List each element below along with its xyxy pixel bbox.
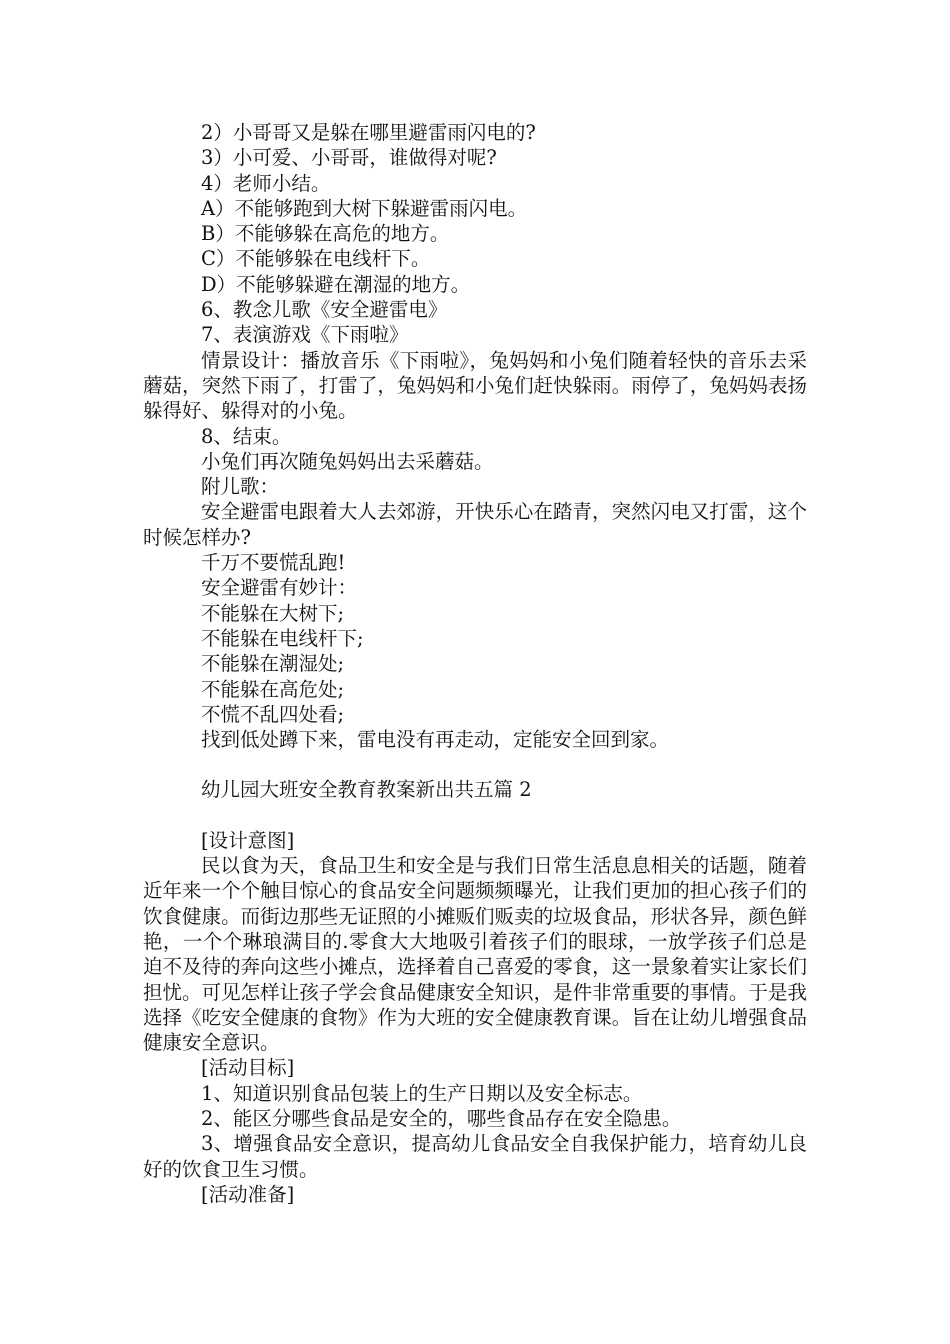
goal-item: 1、知道识别食品包装上的生产日期以及安全标志。: [201, 1081, 643, 1105]
song-line: 不能躲在电线杆下;: [201, 626, 364, 650]
text-line: 7、表演游戏《下雨啦》: [201, 323, 409, 347]
text-line: 2）小哥哥又是躲在哪里避雷雨闪电的?: [201, 121, 536, 144]
text-line: C）不能够躲在电线杆下。: [201, 247, 431, 271]
song-line: 不能躲在大树下;: [201, 601, 345, 625]
song-line: 不能躲在高危处;: [201, 677, 345, 701]
section-food-safety: [143, 828, 807, 1207]
spacer: [143, 803, 807, 828]
paragraph-design-intent: 民以食为天，食品卫生和安全是与我们日常生活息息相关的话题，随着近年来一个个触目惊心的食品安全问题频频曝光，让我们更加的担心孩子们的饮食健康。而街边那些无证照的小摊贩们贩卖的垃圾食品，形状各异，颜色鲜艳，一个个琳琅满目的.零食大大地吸引着孩子们的眼球，一放学孩子们总是迫不及待的奔向这些小摊点，选择着自己喜爱的零食，这一景象着实让家长们担忧。可见怎样让孩子学会食品健康安全知识，是件非常重要的事情。于是我选择《吃安全健康的食物》作为大班的安全健康教育课。旨在让幼儿增强食品健康安全意识。: [143, 854, 807, 1055]
goal-item: 2、能区分哪些食品是安全的，哪些食品存在安全隐患。: [201, 1106, 682, 1130]
song-line: 千万不要慌乱跑!: [201, 551, 346, 575]
song-line: 找到低处蹲下来，雷电没有再走动，定能安全回到家。: [201, 728, 670, 752]
section-heading: 幼儿园大班安全教育教案新出共五篇 2: [201, 778, 532, 802]
text-line: 3）小可爱、小哥哥，谁做得对呢?: [201, 146, 497, 170]
text-line: 8、结束。: [201, 424, 292, 448]
text-line: 小兔们再次随兔妈妈出去采蘑菇。: [201, 449, 494, 473]
subheading-activity-goals: [活动目标]: [201, 1056, 295, 1080]
text-line: 4）老师小结。: [201, 171, 331, 195]
document-body: [143, 120, 807, 1207]
song-line: 安全避雷有妙计：: [201, 576, 358, 600]
section-lightning-safety: [143, 120, 807, 752]
song-line: 不慌不乱四处看;: [201, 702, 345, 726]
text-line: 6、教念儿歌《安全避雷电》: [201, 298, 448, 322]
paragraph-song-intro: 安全避雷电跟着大人去郊游，开快乐心在踏青，突然闪电又打雷，这个时候怎样办?: [143, 500, 807, 549]
spacer: [143, 752, 807, 777]
song-line: 不能躲在潮湿处;: [201, 652, 345, 676]
text-line: A）不能够跑到大树下躲避雷雨闪电。: [201, 196, 528, 220]
text-line: 附儿歌：: [201, 475, 280, 499]
goal-item: 3、增强食品安全意识，提高幼儿食品安全自我保护能力，培育幼儿良好的饮食卫生习惯。: [143, 1132, 807, 1181]
paragraph-scene-design: 情景设计：播放音乐《下雨啦》，兔妈妈和小兔们随着轻快的音乐去采蘑菇，突然下雨了，打雷了，兔妈妈和小兔们赶快躲雨。雨停了，兔妈妈表扬躲得好、躲得对的小兔。: [143, 348, 807, 423]
subheading-design-intent: [设计意图]: [201, 828, 295, 852]
text-line: B）不能够躲在高危的地方。: [201, 222, 450, 246]
text-line: D）不能够躲避在潮湿的地方。: [201, 272, 471, 296]
subheading-activity-prep: [活动准备]: [201, 1182, 295, 1206]
